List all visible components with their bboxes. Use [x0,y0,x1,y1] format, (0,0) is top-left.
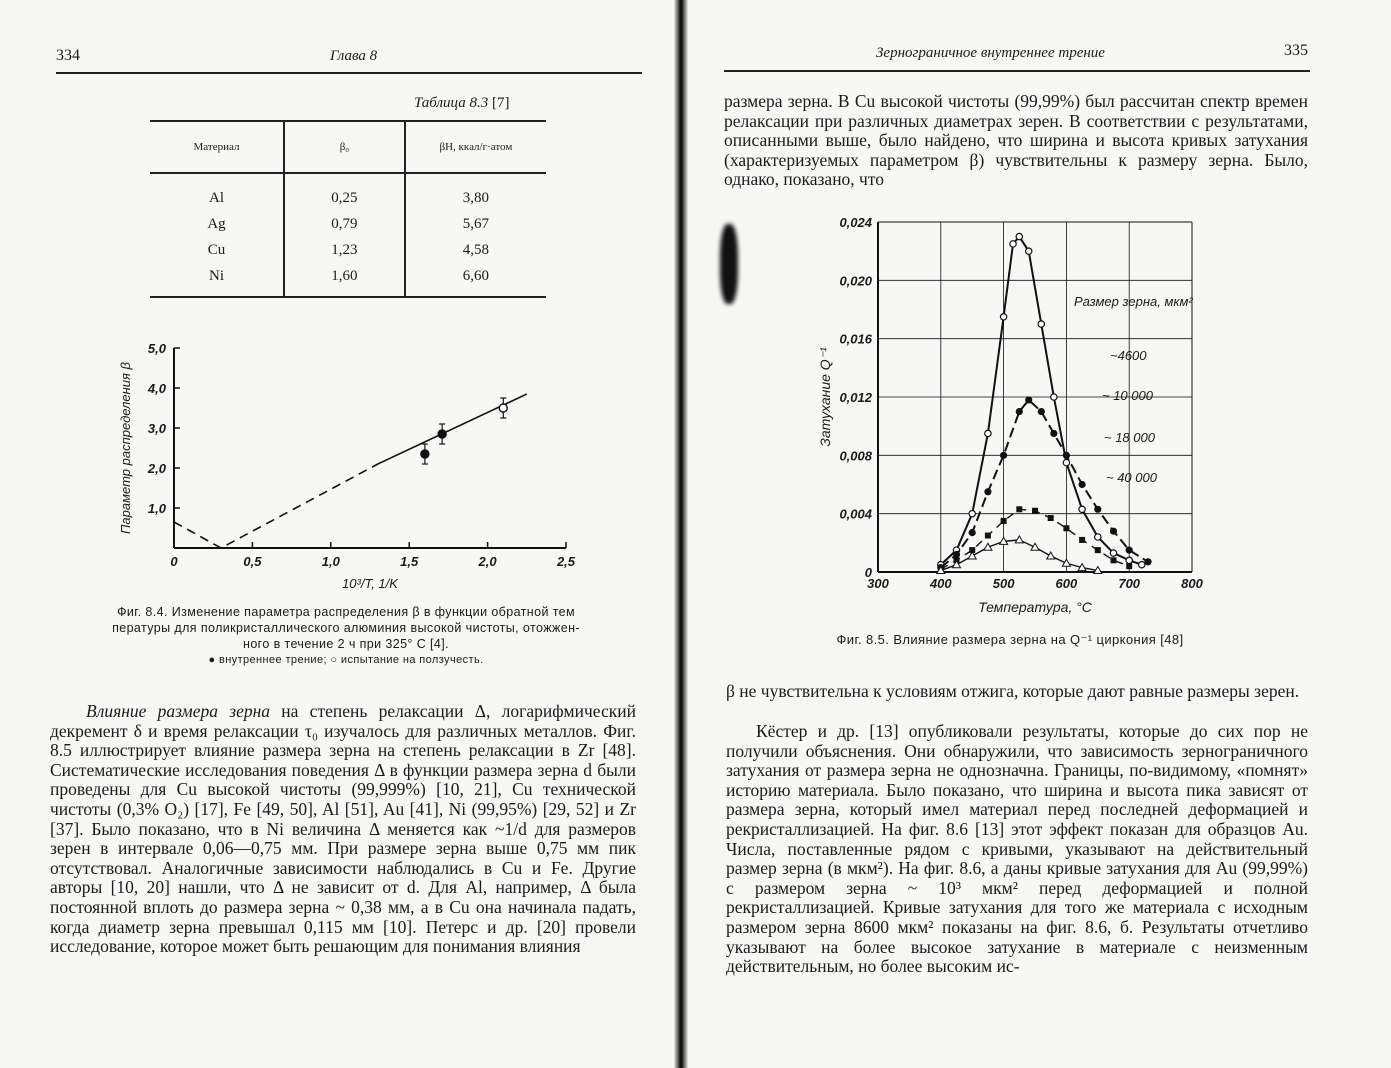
data-point [1016,233,1022,239]
data-point [1038,321,1044,327]
x-tick-label: 600 [1055,576,1078,591]
body-paragraph [50,702,636,957]
data-point [1025,396,1032,403]
header-rule [56,72,642,74]
table-cell: 4,58 [462,241,490,258]
data-point [1110,550,1116,556]
y-tick-label: 0,024 [839,215,872,230]
data-point [1079,506,1085,512]
figure-8-4-chart [110,330,600,590]
caption-line-1: Фиг. 8.4. Изменение параметра распределения β в функции обратной тем [116,605,576,619]
y-tick-label: 0,012 [839,390,872,405]
body-paragraph-mid: β не чувствительна к условиям отжига, которые дают равные размеры зерен. [726,681,1300,701]
figure-8-4-caption [44,604,648,668]
running-head: Зернограничное внутреннее трение [876,45,1105,61]
data-point [1079,481,1086,488]
data-point [1038,408,1045,415]
x-axis-label: 10³/T, 1/K [342,576,398,591]
y-axis-label: Параметр распределения β [118,362,133,534]
data-point [953,551,960,558]
data-point [1110,528,1117,535]
paragraph-text: на степень релаксации Δ, логарифмический декремент δ и время релаксации τ₀ изучалось для различных металлов. Фиг. 8.5 иллюстрирует влияние размера зерна на степень релаксации в Zr [48]. Систематические исследования поведения Δ в функции размера зерна d были проведены для Cu высокой чистоты (99,999%) [10, 21], Cu технической чистоты (0,3% O₂) [17], Fe [49, 50], Al [51], Au [41], Ni (99,95%) [29, 52] и Zr [37]. Было показано, что в Ni величина Δ меняется как ~1/d для размеров зерен в интервале 0,06—0,75 мм. При размере зерна выше 0,75 мм пик отсутствовал. Аналогичные зависимости наблюдались в Cu и Fe. Другие авторы [10, 20] нашли, что Δ не зависит от d. Для Al, например, Δ была постоянной вплоть до размера зерна ~ 0,38 мм, а в Cu она начинала падать, когда диаметр зерна превышал 0,115 мм [10]. Петерс и др. [20] провели исследование, которое может быть решающим для понимания влияния [50,701,637,957]
table-body [150,173,546,297]
data-point [1047,552,1055,559]
data-point [1001,518,1007,524]
table-cell: Ni [150,263,284,297]
data-point [1000,452,1007,459]
data-point [1139,562,1145,568]
data-point [1095,534,1101,540]
data-point [985,533,991,539]
table-header-betaH: βH, ккал/г·атом [405,121,546,173]
data-point [1000,314,1006,320]
data-point [1111,557,1117,563]
table-row [150,211,546,237]
data-point [1063,452,1070,459]
data-point [1094,506,1101,513]
data-point [969,510,975,516]
caption-line-2: пературы для поликристаллического алюминия высокой чистоты, отожжен- [112,621,580,635]
data-point [1016,408,1023,415]
y-tick-label: 4,0 [147,381,166,396]
x-axis-label: Температура, °С [978,599,1092,615]
y-tick-label: 0 [864,565,872,580]
table-row [150,237,546,263]
x-tick-label: 500 [992,576,1015,591]
page-number: 335 [1284,42,1308,59]
data-point [421,450,429,458]
y-tick-label: 0,004 [839,506,872,522]
data-point [1026,248,1032,254]
table-cell: 3,80 [462,189,490,206]
table-row [150,173,546,211]
table-cell: 0,25 [284,173,405,211]
data-point [1144,558,1151,565]
x-tick-label: 1,0 [321,554,340,569]
figure-legend: ● внутреннее трение; ○ испытание на ползучесть. [208,654,484,666]
ink-blot [720,224,738,304]
y-tick-label: 0,020 [839,273,872,289]
data-point [1015,536,1023,543]
series-label: ~ 18 000 [1104,430,1155,445]
table-caption-ref: [7] [491,95,510,111]
y-tick-label: 1,0 [147,501,166,516]
paragraph-lead: Влияние размера зерна [86,701,271,721]
series-label: ~ 40 000 [1106,470,1157,485]
y-tick-label: 5,0 [147,341,166,356]
page-number: 334 [56,47,80,64]
data-point [984,488,991,495]
series-label: ~ 10 000 [1102,388,1153,403]
data-point [1062,559,1070,566]
data-point [1079,537,1085,543]
data-point [1126,547,1133,554]
figure-8-5-caption: Фиг. 8.5. Влияние размера зерна на Q⁻¹ циркония [48] [836,632,1184,647]
table-cell: 5,67 [462,215,490,232]
data-point [438,430,446,438]
x-tick-label: 0 [170,554,178,569]
x-tick-label: 700 [1118,576,1141,591]
data-point [1031,543,1039,550]
data-point [1126,557,1132,563]
data-point [1126,563,1132,569]
data-point [1063,459,1069,465]
left-page [0,0,670,1068]
x-tick-label: 800 [1181,576,1203,591]
caption-line-3: ного в течение 2 ч при 325° С [4]. [243,637,449,651]
series-label: ~4600 [1110,348,1147,363]
y-tick-label: 2,0 [147,461,166,476]
table-cell: Cu [150,237,284,263]
legend-title: Размер зерна, мкм² [1074,294,1193,309]
data-point [1048,515,1054,521]
table-cell: Al [150,173,284,211]
body-paragraph-bottom: Кёстер и др. [13] опубликовали результаты, которые до сих пор не получили объяснения. Они обнаружили, что зависимость зернограничного затухания от размера зерна не однозначна. Границы, по-видимому, «помнят» историю материала. Было показано, что ширина и высота пика зависят от размера зерна, который имел материал перед последней деформацией и рекристаллизацией. На фиг. 8.6 [13] этот эффект показан для образцов Au. Числа, поставленные рядом с кривыми, указывают на действительный размер зерна (в мкм²). На фиг. 8.6, а даны кривые затухания для Au (99,99%) с размером зерна ~ 10³ мкм² перед деформацией и полной рекристаллизацией. Кривые затухания для того же материала с исходным размером зерна 8600 мкм² показаны на фиг. 8.6, б. Результаты отчетливо указывают на более высокое затухание в материале с неизменным действительным, но более высоким ис- [726,721,1308,977]
table-cell: 0,79 [284,211,405,237]
x-tick-label: 300 [867,576,889,591]
running-head: Глава 8 [330,48,378,64]
data-point [969,529,976,536]
data-point [1032,508,1038,514]
table-header-beta0: β₀ [284,121,405,173]
x-tick-label: 2,0 [478,554,497,569]
y-axis-label: Затухание Q⁻¹ [817,347,833,447]
data-point [1051,394,1057,400]
table-caption-title: Таблица 8.3 [414,95,489,111]
table-cell: 6,60 [405,263,546,297]
y-tick-label: 3,0 [147,421,166,436]
x-tick-label: 400 [929,576,952,591]
fit-line-dashed [174,464,378,548]
x-tick-label: 1,5 [400,554,419,569]
data-point [985,430,991,436]
table-cell: 1,60 [284,263,405,297]
x-tick-label: 2,5 [556,554,576,569]
data-point [1050,430,1057,437]
table-caption [414,95,509,112]
body-paragraph-top: размера зерна. В Cu высокой чистоты (99,99%) был рассчитан спектр времен релаксации при различных диаметрах зерен. В соответствии с результатами, описанными выше, было найдено, что ширина и высота кривых затухания (характеризуемых параметром β) чувствительны к размеру зерна. Было, однако, показано, что [724,91,1308,190]
book-gutter [674,0,688,1068]
table-cell: Ag [150,211,284,237]
table-row [150,263,546,297]
table-cell: 1,23 [284,237,405,263]
data-point [1010,241,1016,247]
right-page [690,0,1391,1068]
header-rule [724,70,1310,72]
data-point [1095,547,1101,553]
data-point [499,404,507,412]
data-table [150,120,546,298]
figure-8-5-chart [810,210,1210,620]
y-tick-label: 0,016 [839,331,872,347]
x-tick-label: 0,5 [243,554,262,569]
table-header-material: Материал [150,121,284,173]
data-point [1016,506,1022,512]
data-point [1063,525,1069,531]
y-tick-label: 0,008 [839,448,872,464]
